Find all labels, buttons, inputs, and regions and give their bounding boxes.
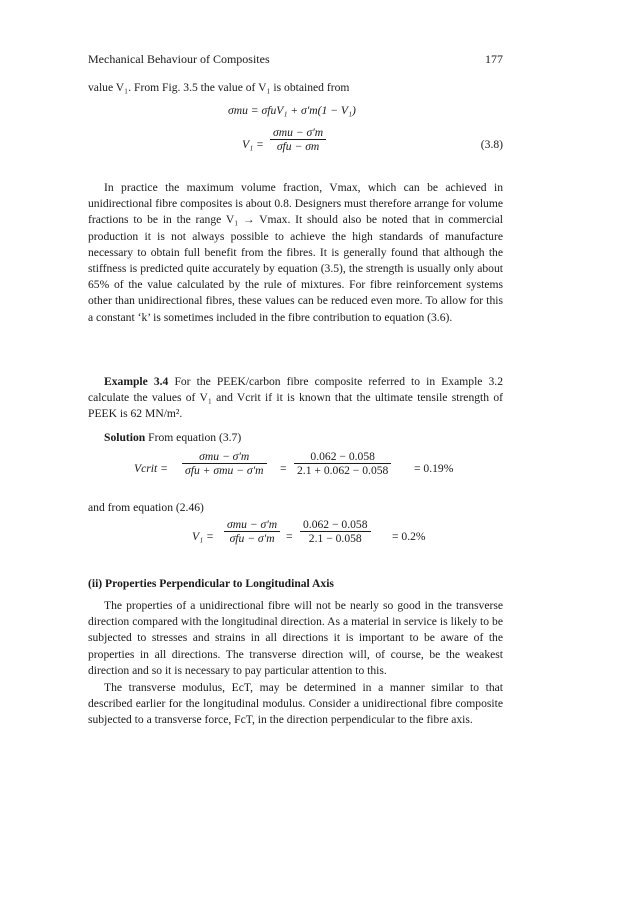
equation-v1-fraction-1: [224, 518, 280, 545]
equation-v1-fraction-2: [300, 518, 371, 545]
equation-vcrit-denominator-2: 2.1 + 0.062 − 0.058: [294, 463, 391, 477]
paragraph-3-text: The transverse modulus, EcT, may be determined in a manner similar to that described earlier for the longitudinal modulus. Consider a unidirectional fibre composite subjected to a transverse force, FcT, in the direction perpendicular to the fibre axis.: [88, 681, 503, 727]
paragraph-2: [88, 598, 503, 679]
example-3-4-text: [88, 374, 503, 423]
running-header: [88, 52, 503, 70]
solution-body: From equation (3.7): [148, 431, 242, 444]
equation-3-8-denominator: σfu − σm: [270, 139, 326, 153]
page-number: 177: [485, 52, 503, 66]
section-heading: [88, 576, 503, 592]
equation-vcrit-fraction-1: [182, 450, 267, 477]
equation-vcrit-fraction-2: [294, 450, 391, 477]
equation-v1-lhs: V₁ =: [192, 530, 214, 543]
equation-vcrit: Vcrit = $\frac{\text{σmu − σ′m}}{\text{σfu + σmu − σ′m}}$ = $\frac{0.062 - 0.058}{2.1 + 0.062 - 0.058}$ = 0.19%: [134, 450, 454, 477]
solution-label: Solution: [104, 431, 146, 444]
example-body: For the PEEK/carbon fibre composite referred to in Example 3.2 calculate the values of V₁ and Vcrit if it is known that the ultimate tensile strength of PEEK is 62 MN/m².: [88, 375, 503, 421]
paragraph-3: [88, 680, 503, 729]
equation-1: [88, 104, 503, 124]
equation-v1-denominator-1: σfu − σ′m: [224, 531, 280, 545]
equation-v1-denominator-2: 2.1 − 0.058: [300, 531, 371, 545]
equation-vcrit-result: = 0.19%: [414, 462, 454, 475]
intro-text: value V₁. From Fig. 3.5 the value of V₁ is obtained from: [88, 81, 350, 94]
equation-vcrit-lhs: Vcrit =: [134, 462, 168, 475]
equation-3-8-fraction: [270, 126, 326, 153]
section-heading-text: (ii) Properties Perpendicular to Longitudinal Axis: [88, 577, 334, 590]
paragraph-1: [88, 180, 503, 326]
intro-line: [88, 80, 503, 96]
solution-line: [88, 430, 503, 446]
running-title: Mechanical Behaviour of Composites: [88, 52, 270, 66]
equation-vcrit-denominator-1: σfu + σmu − σ′m: [182, 463, 267, 477]
equation-vcrit-numerator-2: 0.062 − 0.058: [310, 450, 375, 463]
and-from-line: [88, 500, 503, 516]
equation-vcrit-numerator-1: σmu − σ′m: [199, 450, 250, 463]
solution-text: [88, 430, 503, 446]
paragraph-2-text: The properties of a unidirectional fibre will not be nearly so good in the transverse direction compared with the longitudinal direction. As a material in service is likely to be subjected to stresses and strains in all directions it is important to be aware of the properties in all directions. The transverse direction will, of course, be the weakest direction and so it is necessary to pay particular attention to this.: [88, 599, 503, 677]
paragraph-1-text: In practice the maximum volume fraction, Vmax, which can be achieved in unidirectional fibre composites is about 0.8. Designers must therefore arrange for volume fractions to be in the range V₁ → Vmax. It should also be noted that in commercial production it is not always possible to achieve the high standards of manufacture necessary to obtain full benefit from the fibres. It is generally found that although the stiffness is predicted quite accurately by equation (3.5), the strength is usually only about 65% of the value calculated by the rule of mixtures. For fibre reinforcement systems other than unidirectional fibres, these values can be reduced even more. To allow for this a constant ‘k’ is sometimes included in the fibre contribution to equation (3.6).: [88, 181, 503, 324]
equation-3-8-numerator: σmu − σ′m: [273, 126, 324, 139]
equation-v1-result: = 0.2%: [392, 530, 426, 543]
equation-v1-numerator-1: σmu − σ′m: [227, 518, 278, 531]
equation-3-8-label: (3.8): [480, 138, 503, 151]
example-label: Example 3.4: [104, 375, 169, 388]
equation-1-expression: σmu = σfuV₁ + σ′m(1 − V₁): [228, 104, 356, 117]
equation-v1-numerator-2: 0.062 − 0.058: [303, 518, 368, 531]
equation-3-8-lhs: V₁ =: [242, 138, 264, 151]
equation-v1: V₁ = $\frac{\text{σmu − σ′m}}{\text{σfu − σ′m}}$ = $\frac{0.062 - 0.058}{2.1 - 0.058}$ = 0.2%: [192, 518, 426, 545]
equation-3-8: [88, 126, 503, 166]
and-from-text: and from equation (2.46): [88, 501, 204, 514]
example-3-4: [88, 374, 503, 423]
